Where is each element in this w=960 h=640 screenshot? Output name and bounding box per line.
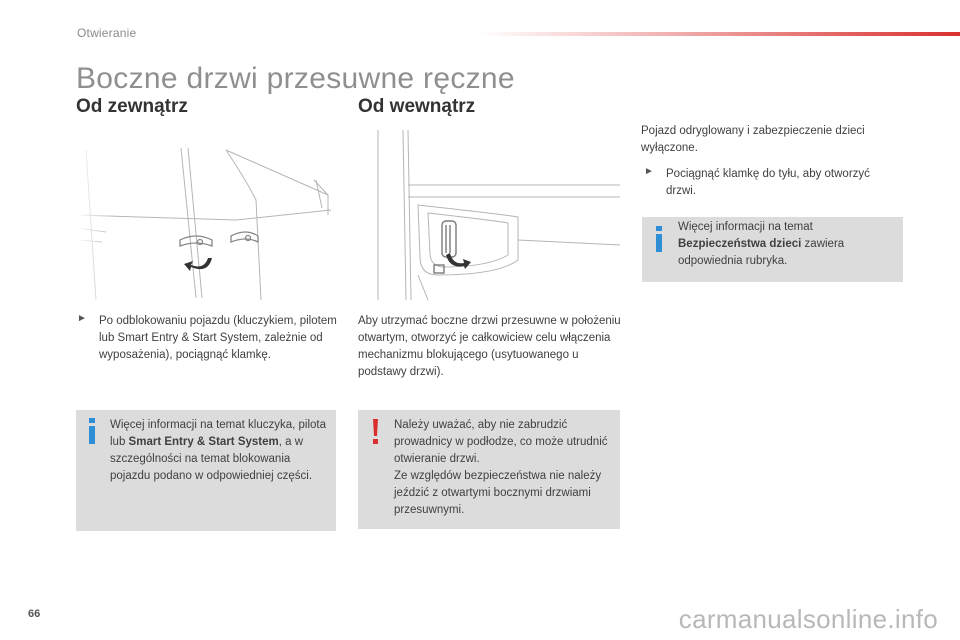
inside-warning-box bbox=[358, 410, 620, 529]
inside-paragraph: Aby utrzymać boczne drzwi przesuwne w położeniu otwartym, otworzyć je całkowiciew celu włączenia mechanizmu blokującego (usytuowanego u podstawy drzwi). bbox=[358, 315, 621, 378]
watermark: carmanualsonline.info bbox=[678, 604, 938, 634]
heading-inside: Od wewnątrz bbox=[358, 96, 476, 117]
inside-handle-illustration bbox=[358, 125, 620, 302]
right-instruction-text: Pociągnąć klamkę do tyłu, aby otworzyć drzwi. bbox=[666, 168, 870, 197]
page-number: 66 bbox=[28, 608, 41, 620]
bullet-arrow-icon: ► bbox=[77, 313, 87, 324]
outside-handle-illustration bbox=[76, 140, 336, 302]
outside-instruction bbox=[77, 313, 339, 364]
inside-warning-text: Należy uważać, aby nie zabrudzić prowadnicy w podłodze, co może utrudnić otwieranie drzwi. Ze względów bezpieczeństwa nie należy jeździć z otwartymi bocznymi drzwiami przesuwnymi. bbox=[394, 419, 608, 516]
warning-icon bbox=[370, 419, 380, 445]
right-info-box bbox=[642, 217, 903, 282]
smart-entry-term: Smart Entry & Start System bbox=[128, 436, 279, 448]
heading-outside: Od zewnątrz bbox=[76, 96, 188, 117]
child-safety-term: Bezpieczeństwa dzieci bbox=[678, 238, 802, 250]
right-info-text: Więcej informacji na temat Bezpieczeństwa dzieci zawiera odpowiednia rubryka. bbox=[678, 221, 845, 267]
outside-info-box bbox=[76, 410, 336, 531]
bullet-arrow-icon: ► bbox=[644, 166, 654, 177]
right-instruction bbox=[644, 166, 898, 200]
info-icon bbox=[87, 418, 97, 444]
header-accent-bar bbox=[480, 32, 960, 36]
info-icon bbox=[654, 226, 664, 252]
outside-info-text: Więcej informacji na temat kluczyka, pilota lub Smart Entry & Start System, a w szczególności na temat blokowania pojazdu podano w odpowiedniej części. bbox=[110, 419, 327, 482]
outside-instruction-text: Po odblokowaniu pojazdu (kluczykiem, pilotem lub Smart Entry & Start System, zależnie od wyposażenia), pociągnąć klamkę. bbox=[99, 315, 337, 361]
right-intro: Pojazd odryglowany i zabezpieczenie dzieci wyłączone. bbox=[641, 125, 865, 154]
chapter-title: Otwieranie bbox=[77, 26, 137, 40]
page-title: Boczne drzwi przesuwne ręczne bbox=[76, 62, 515, 95]
